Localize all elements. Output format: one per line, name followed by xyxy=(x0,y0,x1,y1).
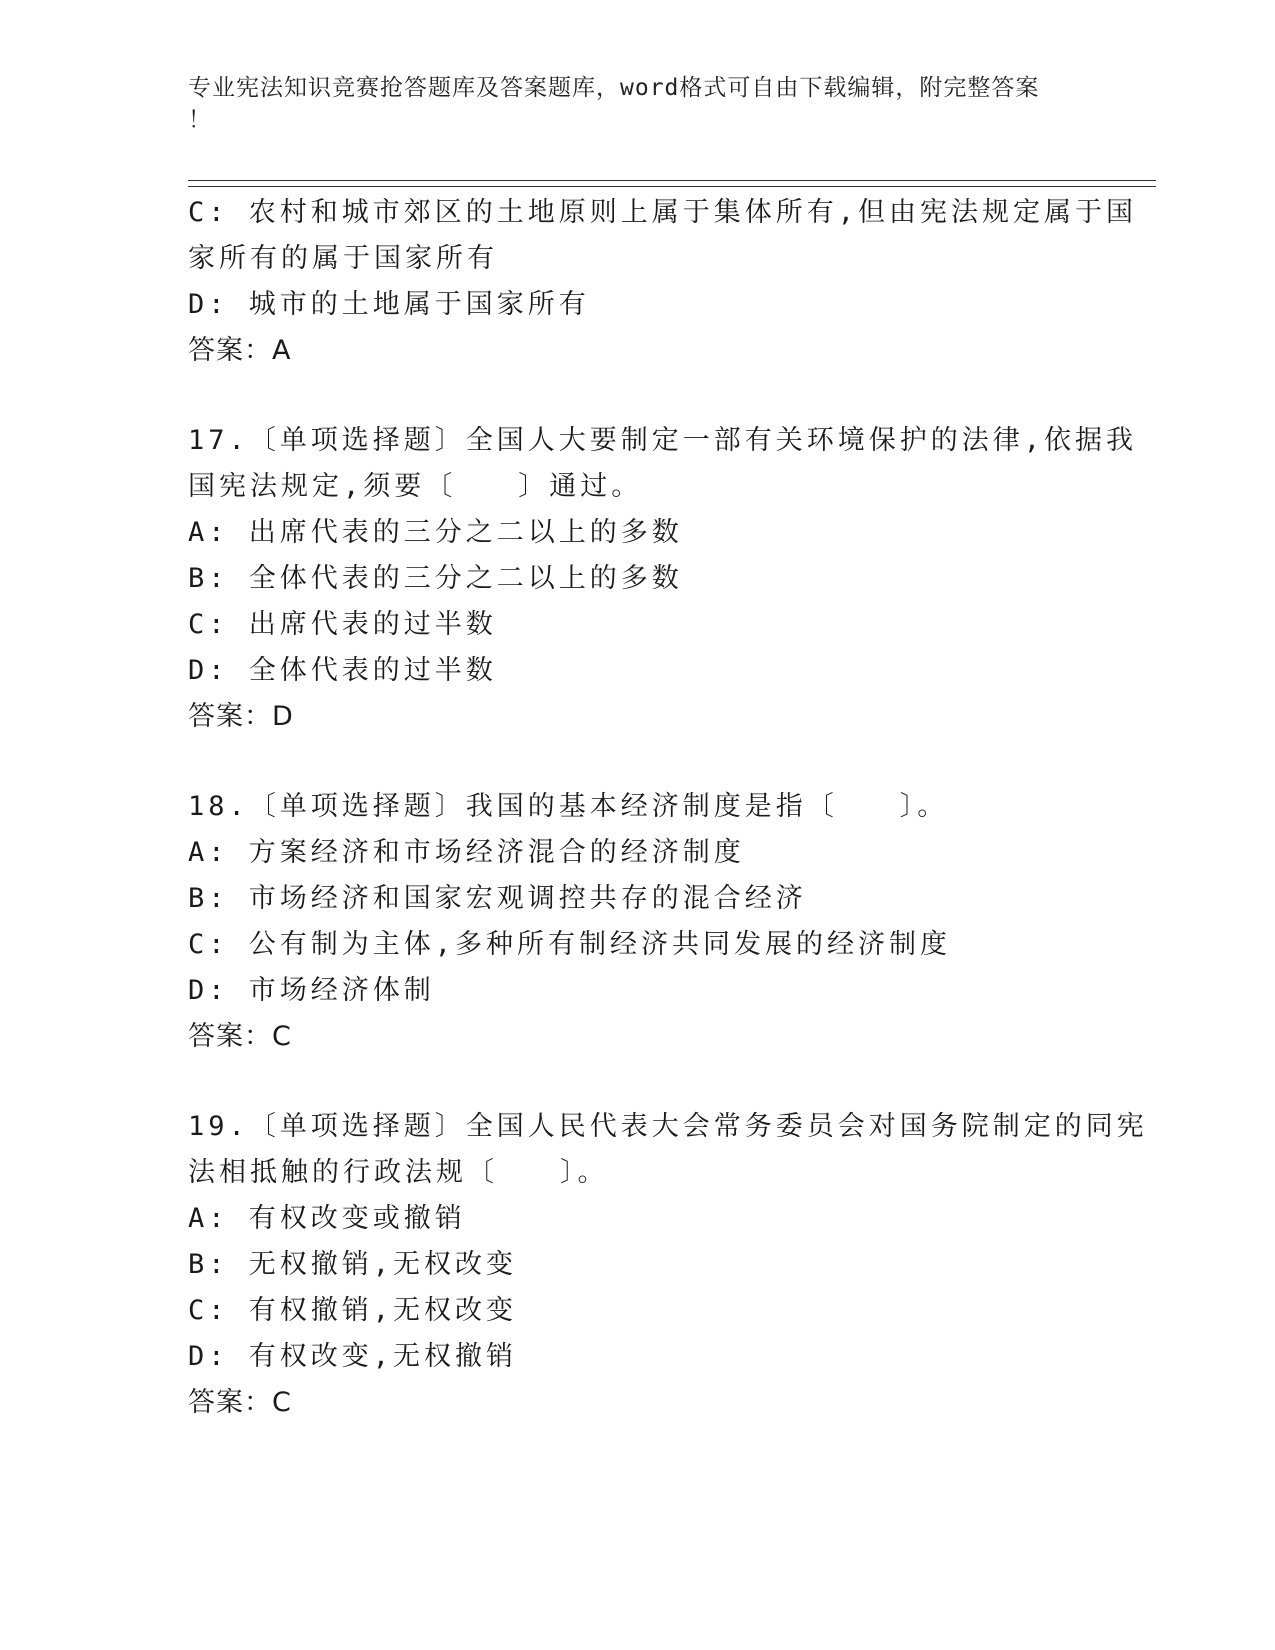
question-18 xyxy=(188,784,1088,1060)
question-stem-line1: 19.〔单项选择题〕全国人民代表大会常务委员会对国务院制定的同宪 xyxy=(188,1111,1148,1142)
spacer xyxy=(188,1060,1088,1104)
option-c: C: 出席代表的过半数 xyxy=(188,609,497,640)
answer-line: 答案：A xyxy=(188,335,292,366)
option-d: D: 全体代表的过半数 xyxy=(188,655,497,686)
question-17 xyxy=(188,418,1138,740)
question-stem-line2: 国宪法规定,须要〔 〕通过。 xyxy=(188,471,643,502)
option-d: D: 城市的土地属于国家所有 xyxy=(188,289,590,320)
option-b: B: 无权撤销,无权改变 xyxy=(188,1249,518,1280)
question-stem-line1: 18.〔单项选择题〕我国的基本经济制度是指〔 〕。 xyxy=(188,791,949,822)
document-header xyxy=(188,72,1068,136)
spacer xyxy=(188,374,1088,418)
option-c: C: 公有制为主体,多种所有制经济共同发展的经济制度 xyxy=(188,929,952,960)
option-d: D: 市场经济体制 xyxy=(188,975,435,1006)
option-b: B: 市场经济和国家宏观调控共存的混合经济 xyxy=(188,883,807,914)
header-title-continuation: ！ xyxy=(188,107,212,133)
option-d: D: 有权改变,无权撤销 xyxy=(188,1341,518,1372)
option-c-line2: 家所有的属于国家所有 xyxy=(188,243,498,274)
question-19 xyxy=(188,1104,1148,1426)
option-b: B: 全体代表的三分之二以上的多数 xyxy=(188,563,683,594)
question-list xyxy=(188,190,1148,1426)
spacer xyxy=(188,740,1088,784)
question-stem-line2: 法相抵触的行政法规〔 〕。 xyxy=(188,1157,609,1188)
option-a: A: 有权改变或撤销 xyxy=(188,1203,466,1234)
answer-line: 答案：C xyxy=(188,1021,292,1052)
answer-line: 答案：D xyxy=(188,701,294,732)
header-rule-top xyxy=(188,180,1156,181)
header-title: 专业宪法知识竞赛抢答题库及答案题库，word格式可自由下载编辑，附完整答案 xyxy=(188,75,1040,101)
option-c-line1: C: 农村和城市郊区的土地原则上属于集体所有,但由宪法规定属于国 xyxy=(188,197,1138,228)
option-a: A: 方案经济和市场经济混合的经济制度 xyxy=(188,837,745,868)
option-c: C: 有权撤销,无权改变 xyxy=(188,1295,518,1326)
header-rule-bottom xyxy=(188,186,1156,187)
answer-line: 答案：C xyxy=(188,1387,292,1418)
question-16-continued xyxy=(188,190,1138,374)
option-a: A: 出席代表的三分之二以上的多数 xyxy=(188,517,683,548)
question-stem-line1: 17.〔单项选择题〕全国人大要制定一部有关环境保护的法律,依据我 xyxy=(188,425,1138,456)
